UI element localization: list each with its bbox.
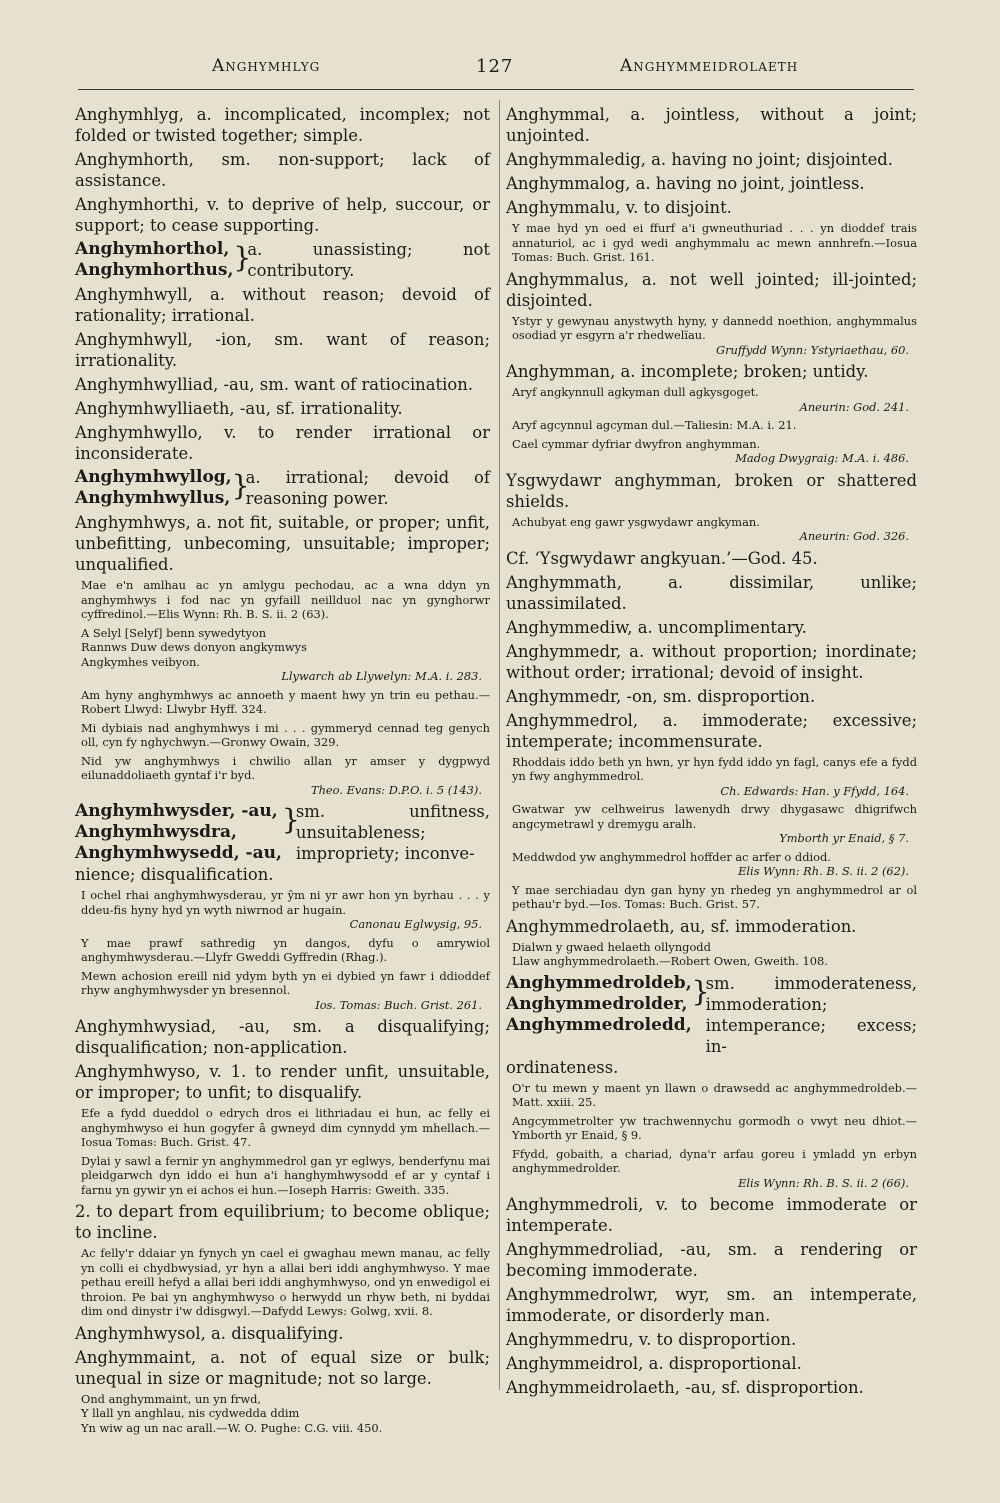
dictionary-entry: Anghymmath, a. dissimilar, unlike; unassimilated. [506, 572, 917, 613]
quote-text: Ac felly'r ddaiar yn fynych yn cael ei gwaghau mewn manau, ac felly yn colli ei chydbwysiad, yr hyn a allai beri iddi anghymhwyso. Y mae pethau ereill hefyd a allai beri iddi anghymhwyso, ond yn enwedigol ei throion. Pe bai yn anghymhwyso o herwydd un rhyw beth, ni byddai dim ond dinystr i'w ddisgwyl.—Dafydd Lewys: Golwg, xvii. 8. [81, 1246, 490, 1318]
quote-text: Ystyr y gewynau anystwyth hyny, y dannedd noethion, anghymmalus osodiad yr esgyrn a'r rhedwelïau. [512, 313, 917, 342]
shared-definition: sm. unfitness, unsuitableness; impropriety; inconve- [295, 802, 490, 863]
dictionary-entry: Anghymhwyso, v. 1. to render unfit, unsuitable, or improper; to unfit; to disqualify. [75, 1062, 490, 1102]
brace-symbol: } [233, 241, 252, 274]
brace-row [75, 467, 490, 509]
headword-group: Anghymmedroldeb, Anghymmedrolder, Anghymmedroledd, [506, 972, 692, 1035]
citation-quote [512, 437, 917, 466]
bracketed-entry [75, 467, 490, 509]
quote-source: Ymborth yr Enaid, § 7. [779, 831, 909, 845]
brace-symbol: } [231, 469, 250, 502]
header-rule [78, 89, 914, 90]
dictionary-entry: Anghymmeidrolaeth, -au, sf. disproportion. [506, 1378, 864, 1397]
bracketed-entry [506, 973, 917, 1078]
citation-quote [81, 936, 490, 965]
dictionary-entry: Cf. ‘Ysgwydawr angkyuan.’—God. 45. [506, 548, 818, 568]
dictionary-entry: 2. to depart from equilibrium; to become oblique; to incline. [75, 1202, 490, 1242]
quote-text: Mi dybiais nad anghymhwys i mi . . . gymmeryd cennad teg genych oll, cyn fy nghychwyn.—Gronwy Owain, 329. [81, 720, 490, 749]
citation-quote [512, 418, 917, 433]
quote-text: I ochel rhai anghymhwysderau, yr ŷm ni yr awr hon yn byrhau . . . y ddeu-fis hyny hyd yn wyth niwrnod ar hugain. [81, 888, 490, 917]
citation-quote [512, 850, 917, 879]
citation-quote [512, 221, 917, 265]
citation-quote [512, 883, 917, 912]
quote-source: Canonau Eglwysig, 95. [349, 917, 482, 931]
bracketed-entry [75, 239, 490, 281]
dictionary-entry: Anghymmedr, -on, sm. disproportion. [506, 686, 816, 706]
citation-quote [81, 626, 490, 684]
quote-text: Meddwdod yw anghymmedrol hoffder ac arfer o ddiod. [512, 849, 831, 864]
quote-source: Ch. Edwards: Han. y Ffydd, 164. [720, 783, 909, 798]
quote-text: Ond anghymmaint, un yn frwd, Y llall yn anghlau, nis cydwedda ddim Yn wiw ag un nac arall.—W. O. Pughe: C.G. viii. 450. [81, 1391, 383, 1435]
citation-quote [512, 802, 917, 846]
brace-row [506, 973, 917, 1057]
quote-text: Rhoddais iddo beth yn hwn, yr hyn fydd iddo yn fagl, canys efe a fydd yn fwy anghymmedrol. [512, 754, 917, 783]
dictionary-entry: Anghymmal, a. jointless, without a joint; unjointed. [506, 105, 917, 145]
quote-text: Aryf angkynnull agkyman dull agkysgoget. [512, 385, 759, 399]
quote-text: Gwatwar yw celhweirus lawenydh drwy dhygasawc dhigrifwch angcymetrawl y dremygu aralh. [512, 802, 917, 831]
right-column [506, 104, 917, 1401]
definition-continuation: nience; disqualification. [75, 865, 274, 884]
quote-text: Aryf agcynnul agcyman dul.—Taliesin: M.A. i. 21. [512, 418, 797, 432]
quote-source: Elis Wynn: Rh. B. S. ii. 2 (62). [738, 864, 909, 878]
left-column [75, 104, 490, 1439]
citation-quote [512, 1147, 917, 1191]
citation-quote [81, 1392, 490, 1436]
dictionary-entry: Anghymhwysol, a. disqualifying. [75, 1323, 344, 1343]
dictionary-entry: Anghymhwys, a. not fit, suitable, or proper; unfit, unbefitting, unbecoming, unsuitable; improper; unqualified. [75, 513, 490, 574]
dictionary-entry: Anghymmedrol, a. immoderate; excessive; intemperate; incommensurate. [506, 710, 917, 751]
citation-quote [512, 940, 917, 969]
citation-quote [512, 755, 917, 799]
quote-text: Y mae hyd yn oed ei ffurf a'i gwneuthuriad . . . yn dioddef trais annaturiol, ac i gyd wedi anghymmalu ac mewn annhrefn.—Iosua Tomas: Buch. Grist. 161. [512, 221, 917, 264]
header-right-guide-word: Anghymmeidrolaeth [620, 56, 799, 76]
quote-text: Mewn achosion ereill nid ydym byth yn ei dybied yn fawr i ddioddef rhyw anghymhwysder yn bresennol. [81, 968, 490, 997]
citation-quote [512, 385, 917, 414]
header-left-guide-word: Anghymhlyg [212, 56, 321, 76]
citation-quote [81, 1154, 490, 1198]
dictionary-entry: Anghymhwylliad, -au, sm. want of ratiocination. [75, 375, 473, 394]
dictionary-entry: Anghymmaledig, a. having no joint; disjointed. [506, 150, 894, 169]
citation-quote [81, 969, 490, 1013]
shared-definition: a. unassisting; not contributory. [247, 240, 490, 280]
dictionary-entry: Anghymmalus, a. not well jointed; ill-jointed; disjointed. [506, 269, 917, 310]
column-divider [499, 100, 500, 1390]
quote-text: A Selyl [Selyf] benn sywedytyon Rannws Duw dews donyon angkymwys Angkymhes veibyon. [81, 625, 307, 669]
quote-source: Ios. Tomas: Buch. Grist. 261. [315, 997, 482, 1012]
dictionary-entry: Anghymhorth, sm. non-support; lack of assistance. [75, 150, 490, 190]
quote-source: Madog Dwygraig: M.A. i. 486. [735, 451, 909, 465]
citation-quote [512, 314, 917, 358]
quote-source: Aneurin: God. 326. [799, 529, 909, 543]
dictionary-entry: Anghymmedroli, v. to become immoderate or intemperate. [506, 1195, 917, 1235]
quote-text: Y mae serchiadau dyn gan hyny yn rhedeg yn anghymmedrol ar ol pethau'r byd.—Ios. Tomas: Buch. Grist. 57. [512, 882, 917, 911]
quote-text: Dylai y sawl a fernir yn anghymmedrol gan yr eglwys, benderfynu mai pleidgarwch dyn iddo ei hun a'i hanghymhwysodd ef ar y cyntaf i farnu yn gywir yn ei achos ei hun.—Ioseph Harris: Gweith. 335. [81, 1153, 490, 1197]
quote-source: Llywarch ab Llywelyn: M.A. i. 283. [281, 669, 482, 683]
dictionary-entry: Anghymmalu, v. to disjoint. [506, 198, 732, 217]
quote-text: Cael cymmar dyfriar dwyfron anghymman. [512, 436, 761, 451]
citation-quote [512, 1081, 917, 1110]
citation-quote [81, 1246, 490, 1319]
quote-text: Dialwn y gwaed helaeth ollyngodd Llaw anghymmedrolaeth.—Robert Owen, Gweith. 108. [512, 939, 828, 968]
citation-quote [81, 754, 490, 798]
quote-source: Aneurin: God. 241. [799, 399, 909, 414]
quote-text: Mae e'n amlhau ac yn amlygu pechodau, ac a wna ddyn yn anghymhwys i fod nac yn gyfaill neillduol nac yn gynghorwr cyffredinol.—Elis Wynn: Rh. B. S. ii. 2 (63). [81, 578, 490, 621]
dictionary-entry: Anghymhlyg, a. incomplicated, incomplex; not folded or twisted together; simple. [75, 105, 490, 145]
headword-group: Anghymhwyllog, Anghymhwyllus, [75, 467, 232, 508]
dictionary-entry: Anghymhwysiad, -au, sm. a disqualifying; disqualification; non-application. [75, 1017, 490, 1057]
headword-group: Anghymhwysder, -au, Anghymhwysdra, Anghymhwysedd, -au, [75, 801, 282, 863]
definition-continuation: ordinateness. [506, 1057, 619, 1077]
citation-quote [81, 888, 490, 932]
quote-source: Elis Wynn: Rh. B. S. ii. 2 (66). [738, 1175, 909, 1190]
brace-symbol: } [281, 803, 300, 836]
headword-group: Anghymhorthol, Anghymhorthus, [75, 239, 234, 280]
brace-row [75, 801, 490, 864]
citation-quote [512, 515, 917, 544]
quote-text: Nid yw anghymhwys i chwilio allan yr amser y dygpwyd eilunaddoliaeth gyntaf i'r byd. [81, 753, 490, 782]
quote-text: Angcymmetrolter yw trachwennychu gormodh o vwyt neu dhiot.—Ymborth yr Enaid, § 9. [512, 1113, 917, 1142]
brace-symbol: } [691, 974, 710, 1008]
citation-quote [81, 578, 490, 622]
quote-text: Ffydd, gobaith, a chariad, dyna'r arfau goreu i ymladd yn erbyn anghymmedrolder. [512, 1146, 917, 1175]
quote-source: Gruffydd Wynn: Ystyriaethau, 60. [715, 342, 909, 357]
dictionary-entry: Anghymmedroliad, -au, sm. a rendering or becoming immoderate. [506, 1240, 917, 1280]
citation-quote [81, 1106, 490, 1150]
dictionary-entry: Anghymmeidrol, a. disproportional. [506, 1354, 802, 1373]
running-header [0, 56, 1000, 80]
quote-source: Theo. Evans: D.P.O. i. 5 (143). [311, 782, 482, 797]
dictionary-entry: Anghymhwyll, -ion, sm. want of reason; irrationality. [75, 330, 490, 370]
dictionary-entry: Ysgwydawr anghymman, broken or shattered shields. [506, 470, 917, 511]
shared-definition: sm. immoderateness, immoderation; intemperance; excess; in- [705, 973, 917, 1056]
dictionary-entry: Anghymmalog, a. having no joint, jointless. [506, 174, 865, 193]
dictionary-entry: Anghymhwyllo, v. to render irrational or inconsiderate. [75, 423, 490, 463]
shared-definition: a. irrational; devoid of reasoning power. [245, 468, 490, 508]
dictionary-entry: Anghymmedrolwr, wyr, sm. an intemperate, immoderate, or disorderly man. [506, 1285, 917, 1325]
citation-quote [81, 688, 490, 717]
quote-text: Am hyny anghymhwys ac annoeth y maent hwy yn trin eu pethau.—Robert Llwyd: Llwybr Hyff. 324. [81, 687, 490, 716]
quote-text: Efe a fydd dueddol o edrych dros ei lithriadau ei hun, ac felly ei anghymhwyso ei hun gogyfer â gwneyd dim cynnydd ym mhellach.—Iosua Tomas: Buch. Grist. 47. [81, 1106, 490, 1149]
dictionary-entry: Anghymman, a. incomplete; broken; untidy. [506, 362, 869, 381]
quote-text: Y mae prawf sathredig yn dangos, dyfu o amrywiol anghymhwysderau.—Llyfr Gweddi Gyffredin (Rhag.). [81, 935, 490, 964]
citation-quote [81, 721, 490, 750]
brace-row [75, 239, 490, 281]
dictionary-entry: Anghymmedru, v. to disproportion. [506, 1330, 797, 1349]
dictionary-entry: Anghymhwyll, a. without reason; devoid of rationality; irrational. [75, 285, 490, 325]
quote-text: O'r tu mewn y maent yn llawn o drawsedd ac anghymmedroldeb.—Matt. xxiii. 25. [512, 1080, 917, 1109]
dictionary-entry: Anghymhwylliaeth, -au, sf. irrationality. [75, 399, 403, 418]
bracketed-entry [75, 801, 490, 885]
quote-text: Achubyat eng gawr ysgwydawr angkyman. [512, 514, 760, 529]
citation-quote [512, 1114, 917, 1143]
dictionary-entry: Anghymmedrolaeth, au, sf. immoderation. [506, 916, 857, 936]
dictionary-entry: Anghymmedr, a. without proportion; inordinate; without order; irrational; devoid of insight. [506, 641, 917, 682]
dictionary-entry: Anghymmediw, a. uncomplimentary. [506, 617, 807, 637]
dictionary-entry: Anghymmaint, a. not of equal size or bulk; unequal in size or magnitude; not so large. [75, 1347, 490, 1388]
page-number: 127 [476, 56, 514, 77]
dictionary-entry: Anghymhorthi, v. to deprive of help, succour, or support; to cease supporting. [75, 195, 490, 235]
